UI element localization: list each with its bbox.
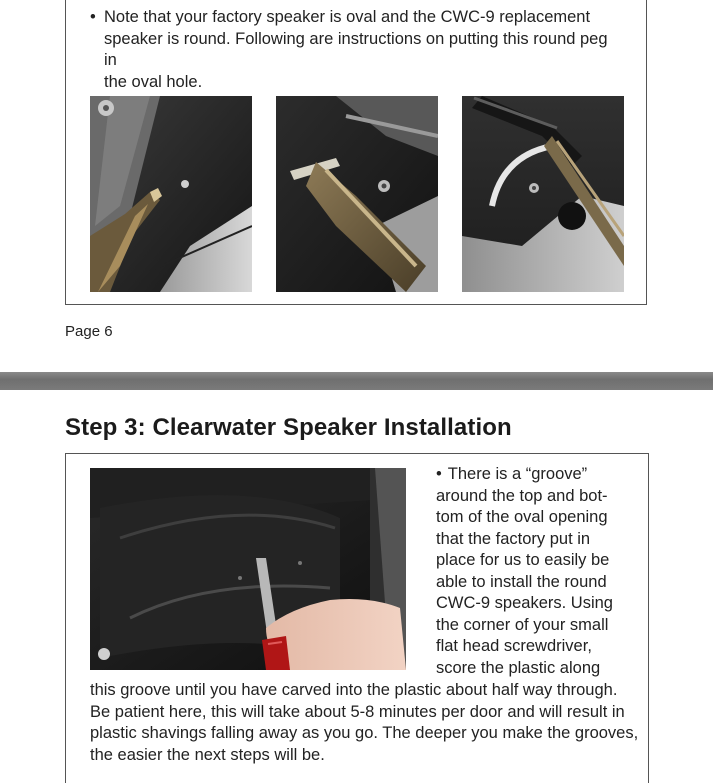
text-line: around the top and bot- <box>436 486 608 505</box>
document-page-7 <box>0 390 713 768</box>
text-line: this groove until you have carved into the plastic about half way through. <box>90 681 618 699</box>
text-line: There is a “groove” <box>447 465 588 483</box>
text-line <box>436 464 626 486</box>
note-line: speaker is round. Following are instructions on putting this round peg in <box>104 29 608 69</box>
step-heading: Step 3: Clearwater Speaker Installation <box>65 414 512 441</box>
photo-screwdriver-groove <box>90 468 406 670</box>
side-paragraph <box>436 464 626 679</box>
note-line: the oval hole. <box>104 72 203 91</box>
page-separator <box>0 372 713 390</box>
bullet: • <box>436 465 442 483</box>
instruction-box <box>65 453 649 783</box>
bullet: • <box>90 8 96 26</box>
document-page-6 <box>0 0 713 372</box>
photo-pliers-bracket <box>90 96 252 292</box>
page-number: Page 6 <box>65 323 113 340</box>
text-line: flat head screwdriver, <box>436 637 592 655</box>
text-line: place for us to easily be <box>436 551 610 569</box>
text-line: able to install the round <box>436 572 607 591</box>
text-line: the corner of your small <box>436 615 609 634</box>
text-line: that the factory put in <box>436 529 591 548</box>
text-line: Be patient here, this will take about 5-8 minutes per door and will result in <box>90 702 625 721</box>
text-line: plastic shavings falling away as you go. The deeper you make the grooves, <box>90 724 639 742</box>
note-paragraph <box>90 7 624 93</box>
full-paragraph <box>90 680 639 766</box>
text-line: CWC-9 speakers. Using <box>436 594 613 612</box>
text-line: the easier the next steps will be. <box>90 745 325 764</box>
text-line: score the plastic along <box>436 658 601 677</box>
photo-removed-trim <box>462 96 624 292</box>
text-line: tom of the oval opening <box>436 508 608 526</box>
note-line: Note that your factory speaker is oval and the CWC-9 replacement <box>104 8 591 26</box>
photo-pliers-tab <box>276 96 438 292</box>
instruction-box <box>65 0 647 305</box>
